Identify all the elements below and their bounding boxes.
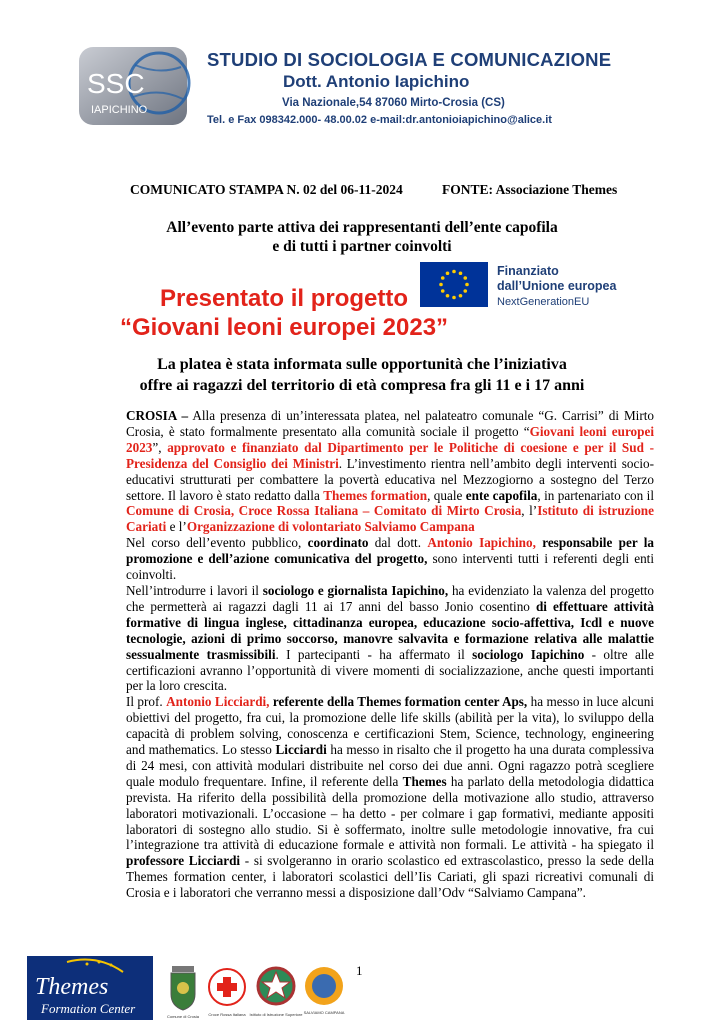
partner-odv: Organizzazione di volontariato Salviamo Campana [186,519,475,535]
text-bold: sociologo Iapichino [472,646,585,662]
eu-star [446,294,450,298]
logo-text-main: SSC [87,68,145,99]
ssc-logo [77,45,189,127]
eu-star [439,283,443,287]
paragraph-1 [126,408,654,535]
eu-star [463,276,467,280]
text-run: sono interventi tutti i referenti degli enti coinvolti. [126,551,654,583]
text-run: - si svolgeranno in orario scolastico ed extrascolastico, presso la sede della Themes formation center, i laboratori scolastici dell’Iis Cariati, gli spazi ricreativi comunali di Crosia e i laboratori che verranno messi a disposizione dall’Odv “Salviamo Campana”. [126,853,654,901]
istituto-emblem-icon [249,964,303,1020]
lead-partner-role: ente capofila [465,487,538,503]
main-title-line-2: “Giovani leoni europei 2023” [119,314,449,341]
text-run: ha evidenziato la valenza del progetto che permetterà ai ragazzi dagli 11 ai 17 anni del basso Jonio cosentino [126,582,654,614]
press-release-number: COMUNICATO STAMPA N. 02 del 06-11-2024 [130,182,403,197]
text-run: Nell’introdurre i lavori il [126,582,263,598]
text-bold: sociologo e giornalista Iapichino, [262,582,449,598]
partner-comune-cri: Comune di Crosia, Croce Rossa Italiana – Comitato di Mirto Crosia [126,503,522,519]
text-run: ha parlato della metodologia didattica prevista. Ha riferito della possibilità della promozione della motivazione allo studio, attraverso laboratori motivazionali. L’occasione – ha detto - per colmare i gap formativi, mediante appositi laboratori di sostegno allo studio. Si è soffermato, inoltre sulle metodologie innovative, fra cui l’integrazione tra attività di educazione formale e attività non formali. Le attività - ha spiegato il [126,773,654,853]
text-run: Alla presenza di un’interessata platea, nel palateatro comunale “G. Carrisi” di Mirto Crosia, è stato formalmente presentato alla comunità sociale il progetto “ [126,408,654,439]
themes-logo-title: Themes [35,974,109,1000]
lead-partner-name: Themes formation [323,487,428,503]
themes-logo-subtitle: Formation Center [41,1001,136,1016]
logo-caption: SALVIAMO CAMPANA [303,1010,345,1015]
text-run: Nel corso dell’evento pubblico, [126,535,308,551]
logo-text-sub: IAPICHINO [91,104,148,116]
text-run: dal dott. [368,535,428,551]
lead-line-2: offre ai ragazzi del territorio di età compresa fra gli 11 e i 17 anni [139,377,585,394]
text-run: ha messo in risalto che il progetto ha una durata complessiva di 24 mesi, con attività modulari distribuite nel corso dei due anni. Ogni ragazzo potrà scegliere quale modulo frequentare. Infine, il referente della [126,742,655,789]
studio-address: Via Nazionale,54 87060 Mirto-Crosia (CS) [282,97,505,109]
eu-star [465,283,469,287]
paragraph-2 [126,535,654,583]
themes-logo [27,956,153,1020]
eu-star [459,271,463,275]
press-source: FONTE: Associazione Themes [442,182,618,197]
partner-istituto: Istituto di istruzione Cariati [126,503,654,535]
eu-flag-icon [420,262,488,307]
text-run: ”, [152,439,168,455]
paragraph-3 [126,583,654,694]
eu-star [446,271,450,275]
eu-star [459,294,463,298]
text-bold: coordinato [307,535,369,551]
subheading-line-1: All’evento parte attiva dei rappresentanti dell’ente capofila [166,219,558,236]
lead-line-1: La platea è stata informata sulle opportunità che l’iniziativa [157,356,567,373]
article-body [126,408,654,901]
text-bold: di effettuare attività formative di lingua inglese, cittadinanza europea, educazione socio-affettiva, Icdl e nuove tecnologie, azioni di primo soccorso, manovre salvavita e formazione relativa alle malattie sessualmente trasmissibili [126,598,655,662]
eu-next-generation: NextGenerationEU [497,296,590,308]
subheading-line-2: e di tutti i partner coinvolti [272,238,452,255]
project-name: Giovani leoni europei 2023 [126,423,655,455]
text-run: , l’ [521,503,538,519]
text-run: , quale [427,487,466,503]
studio-title: STUDIO DI SOCIOLOGIA E COMUNICAZIONE [207,49,612,70]
person-iapichino: Antonio Iapichino, [427,535,536,551]
eu-funded-line-1: Finanziato [497,264,559,278]
main-title-line-1: Presentato il progetto [159,285,409,312]
eu-star [463,289,467,293]
text-bold: professore Licciardi [126,853,241,869]
logo-caption: Istituto di Istruzione Superiore [249,1012,303,1017]
funding-statement: approvato e finanziato dal Dipartimento per le Politiche di coesione e per il Sud - Presidenza del Consiglio dei Ministri [126,439,654,471]
text-run: e l’ [166,519,187,535]
text-bold: responsabile per la promozione e dell’azione comunicativa del progetto, [126,535,655,567]
text-bold: Licciardi [275,742,327,758]
eu-star [452,296,456,300]
logo-caption: Comune di Crosia [166,1014,200,1019]
dateline: CROSIA – [126,408,189,423]
comune-crosia-crest-icon [165,964,201,1020]
studio-contacts: Tel. e Fax 098342.000- 48.00.02 e-mail:dr.antonioiapichino@alice.it [207,114,552,126]
text-bold: referente della Themes formation center Aps, [272,694,528,710]
eu-star [441,289,445,293]
text-run: ha messo in luce alcuni obiettivi del progetto, fra cui, la promozione delle life skills (abilità per la vita), lo sviluppo della capacità di problem solving, conoscenza e certificazioni Stem, Science, technology, engineering and mathematics. Lo stesso [126,694,655,758]
studio-name: Dott. Antonio Iapichino [283,72,470,91]
text-run: - oltre alle certificazioni avranno l’opportunità di vivere momenti di socializzazione, anche questi importanti per la loro crescita. [126,646,654,694]
paragraph-4 [126,694,654,901]
eu-star [452,270,456,274]
logo-caption: Croce Rossa Italiana [208,1012,246,1017]
person-licciardi: Antonio Licciardi, [166,694,270,710]
text-run: . I partecipanti - ha affermato il [275,646,473,662]
eu-funded-line-2: dall’Unione europea [497,279,617,293]
text-run: Il prof. [126,694,167,710]
eu-star [441,276,445,280]
text-run: . L’investimento rientra nell’ambito degli interventi socio-educativi strutturati per combattere la povertà educativa nel Mezzogiorno a sostegno del Terzo settore. Il lavoro è stato redatto dalla [126,455,655,503]
text-run: , in partenariato con il [537,487,654,503]
text-bold: Themes [402,773,447,789]
croce-rossa-logo-icon [206,966,248,1020]
page-number: 1 [356,963,363,978]
salviamo-campana-logo-icon [303,964,345,1020]
